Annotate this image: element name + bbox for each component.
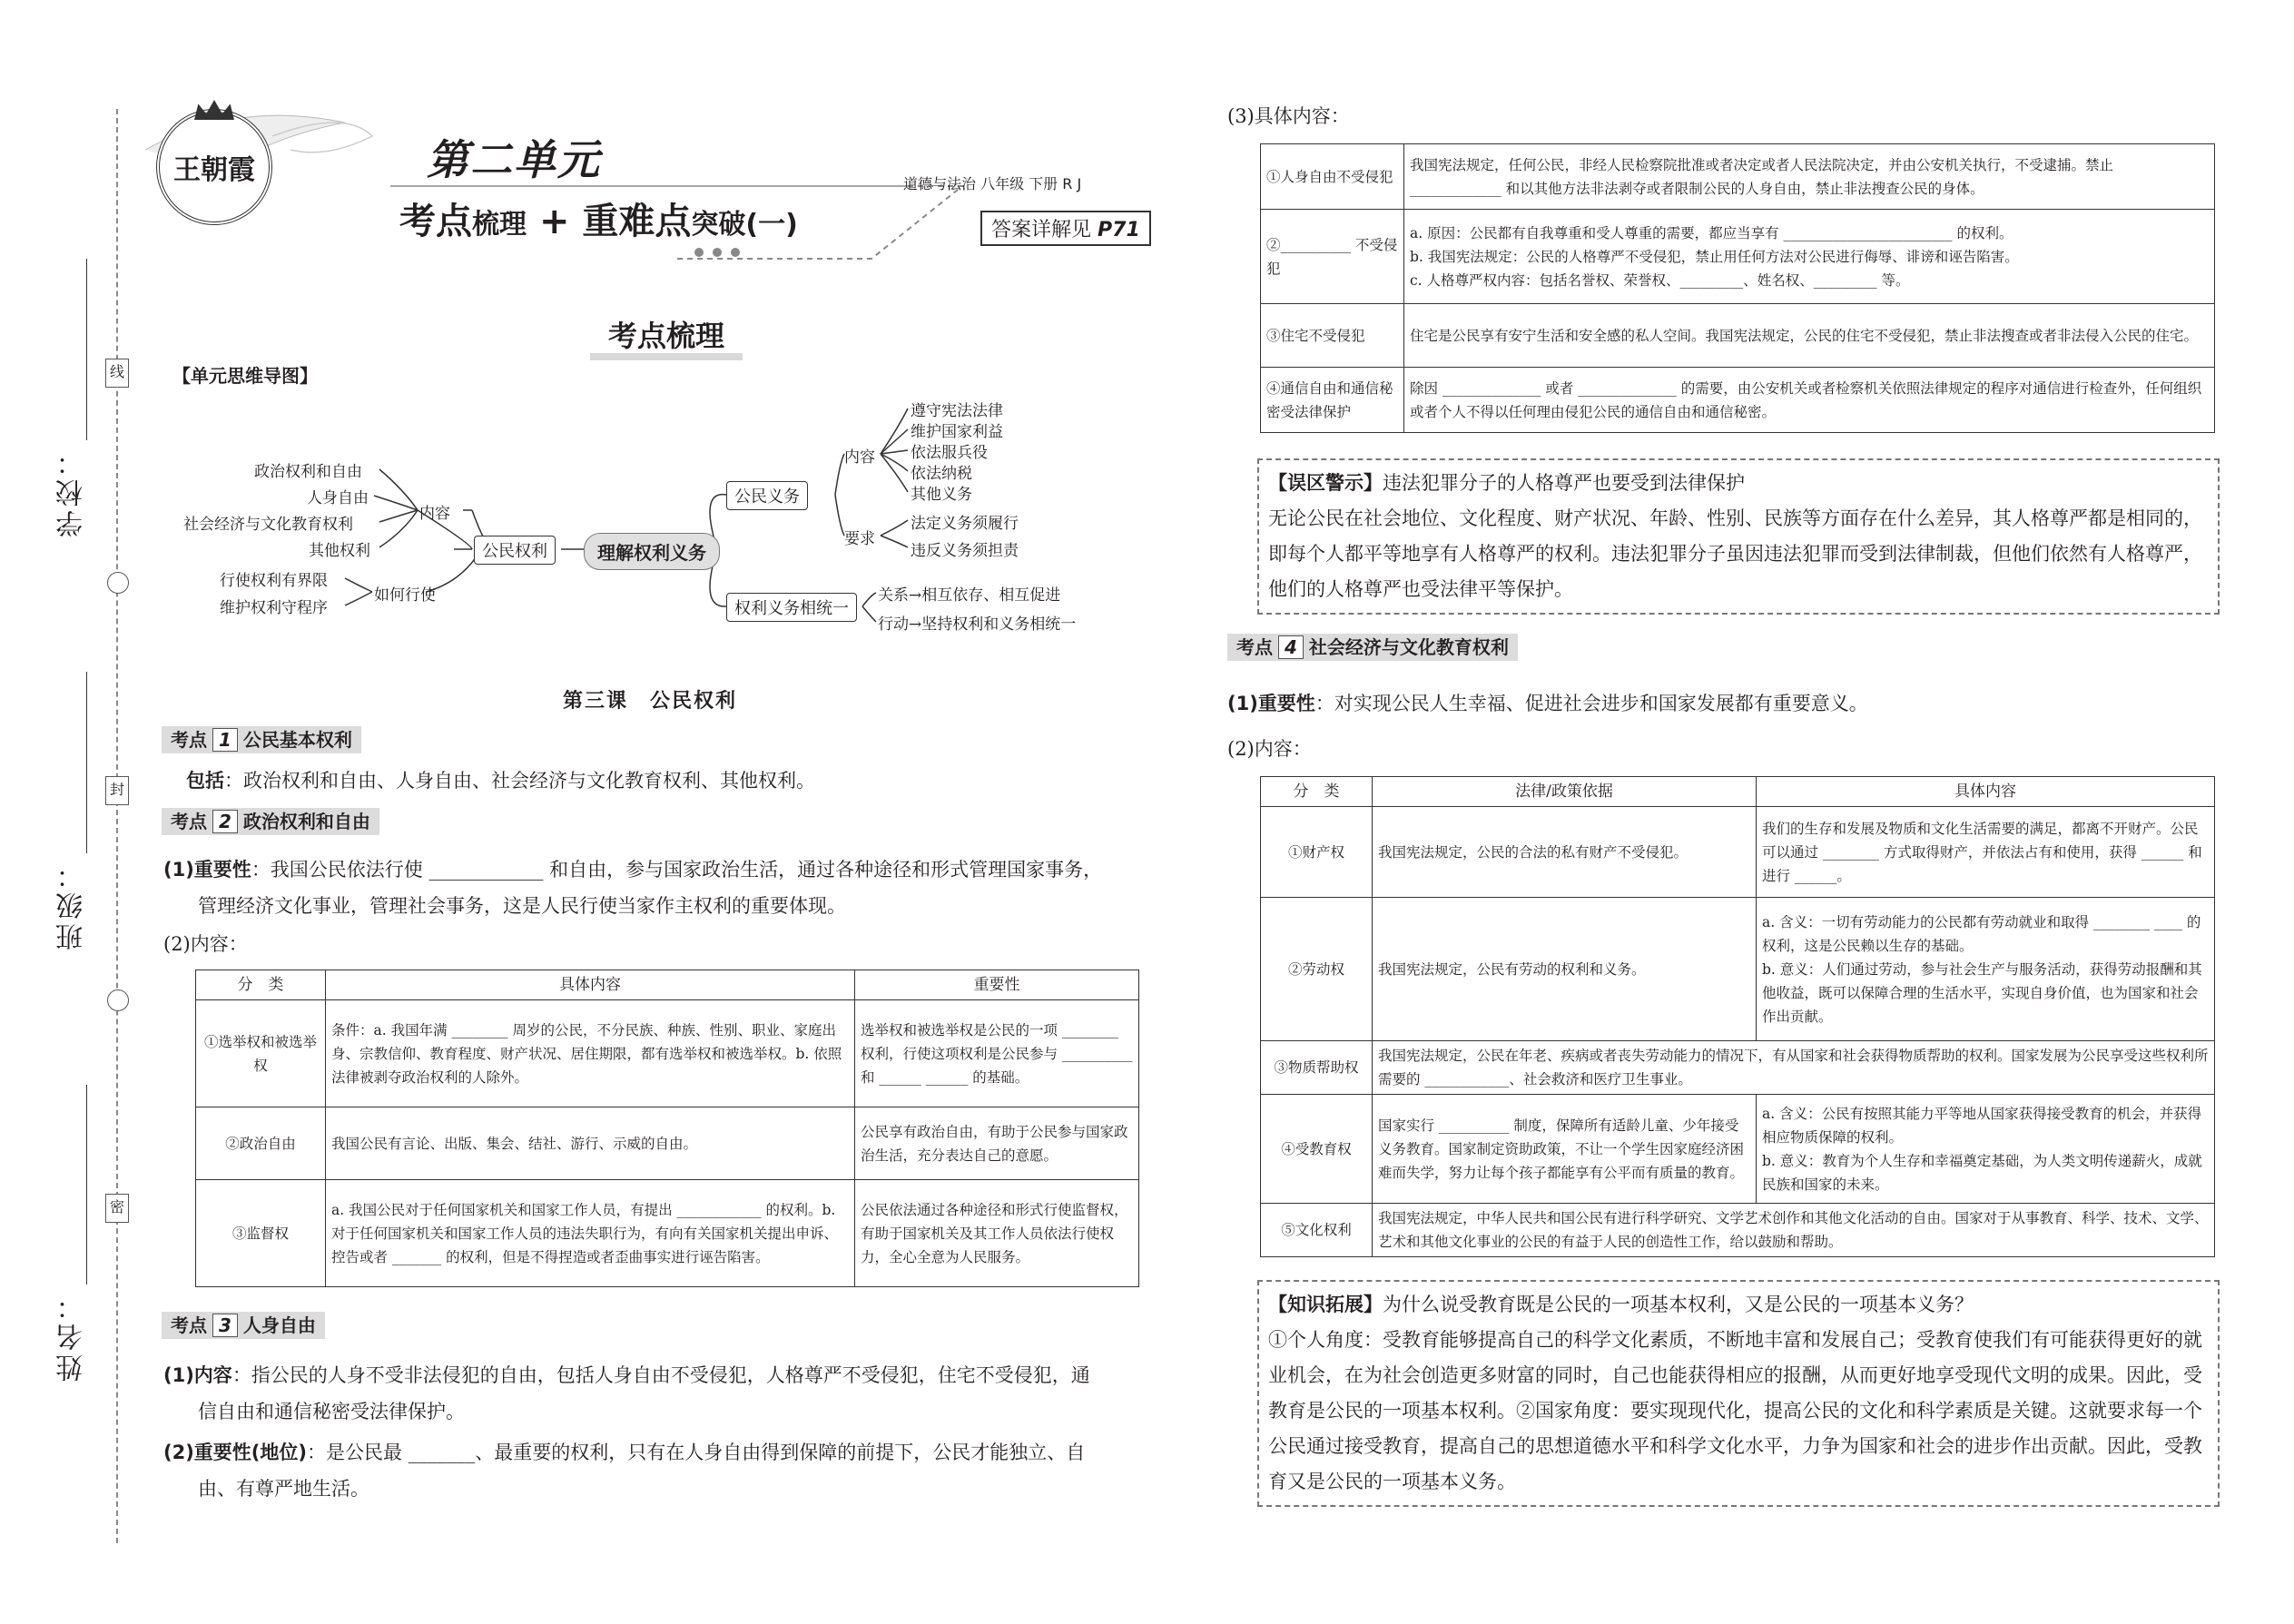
mindmap-duties-req-2: 违反义务须担责 xyxy=(911,542,1019,560)
kaodian-2-importance: (1)重要性：我国公民依法行使 ____________ 和自由，参与国家政治生活，通过各种途径和形式管理国家事务， 管理经济文化事业，管理社会事务，这是人民行使当家作主权利的重要体现。 xyxy=(163,859,1103,917)
mindmap-duties-content-1: 遵守宪法法律 xyxy=(911,402,1003,420)
mindmap-duties-content-2: 维护国家利益 xyxy=(911,423,1003,441)
kaodian-4-heading: 考点 4 社会经济与文化教育权利 xyxy=(1227,634,1518,661)
mindmap-rights-node: 公民权利 xyxy=(474,536,556,565)
socioeconomic-rights-table xyxy=(1260,776,2215,1257)
mindmap-unity-item-1: 关系→相互依存、相互促进 xyxy=(878,586,1061,605)
mindmap-rights-content-1: 政治权利和自由 xyxy=(254,463,362,481)
seal-char-feng: 封 xyxy=(105,776,129,805)
name-field[interactable] xyxy=(86,1085,87,1284)
table-row: ④通信自由和通信秘密受法律保护 除因 ______________ 或者 ______________ 的需要，由公安机关或者检察机关依照法律规定的程序对通信进行检查外，任何组织或者个人不得以任何理由侵犯公民的通信自由和通信秘密。 xyxy=(1261,368,2215,433)
mindmap-label: 【单元思维导图】 xyxy=(172,365,318,387)
kaodian-3-detail-label: (3)具体内容： xyxy=(1227,105,1350,127)
mindmap-unity-item-2: 行动→坚持权利和义务相统一 xyxy=(878,615,1077,634)
knowledge-extension-box: 【知识拓展】为什么说受教育既是公民的一项基本权利，又是公民的一项基本义务？ ①个人角度：受教育能够提高自己的科学文化素质，不断地丰富和发展自己；受教育使我们有可能获得更好的就业机会，在为社会创造更多财富的同时，自己也能获得相应的报酬，从而更好地享受现代文明的成果。因此，受教育是公民的一项基本权利。②国家角度：要实现现代化，提高公民的文化和科学素质是关键。这就要求每一个公民通过接受教育，提高自己的思想道德水平和科学文化水平，力争为国家和社会的进步作出贡献。因此，受教育又是公民的一项基本义务。 xyxy=(1257,1280,2220,1507)
mindmap-rights-content-3: 社会经济与文化教育权利 xyxy=(183,516,353,534)
mindmap-rights-content-2: 人身自由 xyxy=(307,489,369,507)
book-info: 道德与法治 八年级 下册 R J xyxy=(903,175,1082,192)
table-row: ②政治自由 我国公民有言论、出版、集会、结社、游行、示威的自由。 公民享有政治自由，有助于公民参与国家政治生活，充分表达自己的意愿。 xyxy=(196,1107,1139,1180)
answer-reference: 答案详解见 P71 xyxy=(980,211,1151,246)
table-row: ③监督权 a. 我国公民对于任何国家机关和国家工作人员，有提出 ____________ 的权利。b. 对于任何国家机关和国家工作人员的违法失职行为，有向有关国家机关提出申诉、控告或者 _______ 的权利，但是不得捏造或者歪曲事实进行诬告陷害。 公民依法通过各种途径和形式行使监督权，有助于国家机关及其工作人员依法行使权力，全心全意为人民服务。 xyxy=(196,1180,1139,1287)
mindmap-rights-exercise-label: 如何行使 xyxy=(374,586,436,605)
table-header: 分 类 xyxy=(1261,777,1373,807)
mindmap-unity-node: 权利义务相统一 xyxy=(726,593,857,622)
class-label: 班级： xyxy=(56,858,88,950)
table-row: ②劳动权 我国宪法规定，公民有劳动的权利和义务。 a. 含义：一切有劳动能力的公民都有劳动就业和取得 ________ ____ 的权利，这是公民赖以生存的基础。 b. 意义：人们通过劳动，参与社会生产与服务活动，获得劳动报酬和其他收益，既可以保障合理的生活水平，实现自身价值，也为国家和社会作出贡献。 xyxy=(1261,898,2215,1041)
table-row: ①人身自由不受侵犯 我国宪法规定，任何公民，非经人民检察院批准或者决定或者人民法院决定，并由公安机关执行，不受逮捕。禁止 _____________ 和以其他方法非法剥夺或者限制公民的人身自由，禁止非法搜查公民的身体。 xyxy=(1261,144,2215,210)
mindmap-duties-content-3: 依法服兵役 xyxy=(911,444,988,462)
mindmap-rights-content-4: 其他权利 xyxy=(309,542,370,560)
unit-title: 第二单元 xyxy=(427,135,601,184)
mindmap-rights-exercise-2: 维护权利守程序 xyxy=(220,599,328,617)
mindmap-rights-exercise-1: 行使权利有界限 xyxy=(220,572,328,590)
school-label: 学校： xyxy=(56,445,88,537)
logo-text: 王朝霞 xyxy=(173,154,255,186)
table-header: 分 类 xyxy=(196,970,326,1000)
mindmap-duties-req-label: 要求 xyxy=(844,530,875,548)
table-row: ①选举权和被选举权 条件：a. 我国年满 ________ 周岁的公民，不分民族、种族、性别、职业、家庭出身、宗教信仰、教育程度、财产状况、居住期限，都有选举权和被选举权。b. 依照法律被剥夺政治权利的人除外。 选举权和被选举权是公民的一项 ________ 权利，行使这项权利是公民参与 __________ 和 ______ ______ 的基础。 xyxy=(196,1000,1139,1107)
mindmap-duties-content-4: 依法纳税 xyxy=(911,465,972,483)
personal-freedom-table xyxy=(1260,143,2215,433)
kaodian-1-heading: 考点 1 公民基本权利 xyxy=(162,726,361,753)
kaodian-3-importance: (2)重要性(地位)：是公民最 _______、最重要的权利，只有在人身自由得到保障的前提下，公民才能独立、自 由、有尊严地生活。 xyxy=(163,1442,1086,1500)
table-header: 具体内容 xyxy=(1757,777,2215,807)
kaodian-3-content: (1)内容：指公民的人身不受非法侵犯的自由，包括人身自由不受侵犯，人格尊严不受侵犯，住宅不受侵犯，通 信自由和通信秘密受法律保护。 xyxy=(163,1364,1090,1422)
seal-char-xian: 线 xyxy=(105,359,129,388)
table-row: ⑤文化权利 我国宪法规定，中华人民共和国公民有进行科学研究、文学艺术创作和其他文化活动的自由。国家对于从事教育、科学、技术、文学、艺术和其他文化事业的公民的有益于人民的创造性工作，给以鼓励和帮助。 xyxy=(1261,1204,2215,1257)
kaodian-2-content-label: (2)内容： xyxy=(163,933,248,955)
warning-box: 【误区警示】违法犯罪分子的人格尊严也要受到法律保护 无论公民在社会地位、文化程度、财产状况、年龄、性别、民族等方面存在什么差异，其人格尊严都是相同的，即每个人都平等地享有人格尊严的权利。违法犯罪分子虽因违法犯罪而受到法律制裁，但他们依然有人格尊严，他们的人格尊严也受法律平等保护。 xyxy=(1257,458,2220,615)
table-row: ④受教育权 国家实行 __________ 制度，保障所有适龄儿童、少年接受义务教育。国家制定资助政策，不让一个学生因家庭经济困难而失学，努力让每个孩子都能享有公平而有质量的教育。 a. 含义：公民有按照其能力平等地从国家获得接受教育的机会，并获得相应物质保障的权利。 b. 意义：教育为个人生存和幸福奠定基础，为人类文明传递薪火，成就民族和国家的未来。 xyxy=(1261,1095,2215,1204)
table-header: 具体内容 xyxy=(326,970,855,1000)
table-row: ③物质帮助权 我国宪法规定，公民在年老、疾病或者丧失劳动能力的情况下，有从国家和社会获得物质帮助的权利。国家发展为公民享受这些权利所需要的 ____________、社会救济和医疗卫生事业。 xyxy=(1261,1041,2215,1095)
section-heading: 考点梳理 xyxy=(608,313,724,355)
seal-char-mi: 密 xyxy=(105,1194,129,1223)
kaodian-4-content-label: (2)内容： xyxy=(1227,738,1312,760)
table-header: 重要性 xyxy=(855,970,1139,1000)
kaodian-4-importance: (1)重要性：对实现公民人生幸福、促进社会进步和国家发展都有重要意义。 xyxy=(1227,693,1868,714)
mindmap-rights-content-label: 内容 xyxy=(419,505,450,523)
kaodian-1-text: 包括：政治权利和自由、人身自由、社会经济与文化教育权利、其他权利。 xyxy=(186,770,815,792)
mindmap-duties-req-1: 法定义务须履行 xyxy=(911,515,1019,533)
kaodian-3-heading: 考点 3 人身自由 xyxy=(162,1312,325,1339)
lesson-title: 第三课 公民权利 xyxy=(563,690,738,713)
mindmap-duties-content-label: 内容 xyxy=(844,448,875,467)
table-row: ②__________ 不受侵犯 a. 原因：公民都有自我尊重和受人尊重的需要，都应当享有 ________________________ 的权利。 b. 我国宪法规定：公民的人格尊严不受侵犯，禁止用任何方法对公民进行侮辱、诽谤和诬告陷害。 c. 人格尊严权内容：包括名誉权、荣誉权、_________、姓名权、_________ 等。 xyxy=(1261,210,2215,304)
political-rights-table xyxy=(195,969,1139,1287)
name-label: 姓名： xyxy=(56,1289,88,1382)
page-title: 考点梳理 + 重难点突破(一) xyxy=(399,201,798,242)
table-header: 法律/政策依据 xyxy=(1373,777,1757,807)
table-row: ③住宅不受侵犯 住宅是公民享有安宁生活和安全感的私人空间。我国宪法规定，公民的住宅不受侵犯，禁止非法搜查或者非法侵入公民的住宅。 xyxy=(1261,304,2215,368)
mindmap-duties-node: 公民义务 xyxy=(726,481,808,510)
binding-hole-icon xyxy=(107,989,129,1011)
kaodian-2-heading: 考点 2 政治权利和自由 xyxy=(162,808,379,835)
mindmap-center-node: 理解权利义务 xyxy=(584,533,720,570)
table-row: ①财产权 我国宪法规定，公民的合法的私有财产不受侵犯。 我们的生存和发展及物质和文化生活需要的满足，都离不开财产。公民可以通过 ________ 方式取得财产，并依法占有和使用，获得 ______ 和进行 ______。 xyxy=(1261,807,2215,898)
class-field[interactable] xyxy=(86,672,87,853)
mindmap-duties-content-5: 其他义务 xyxy=(911,486,972,504)
